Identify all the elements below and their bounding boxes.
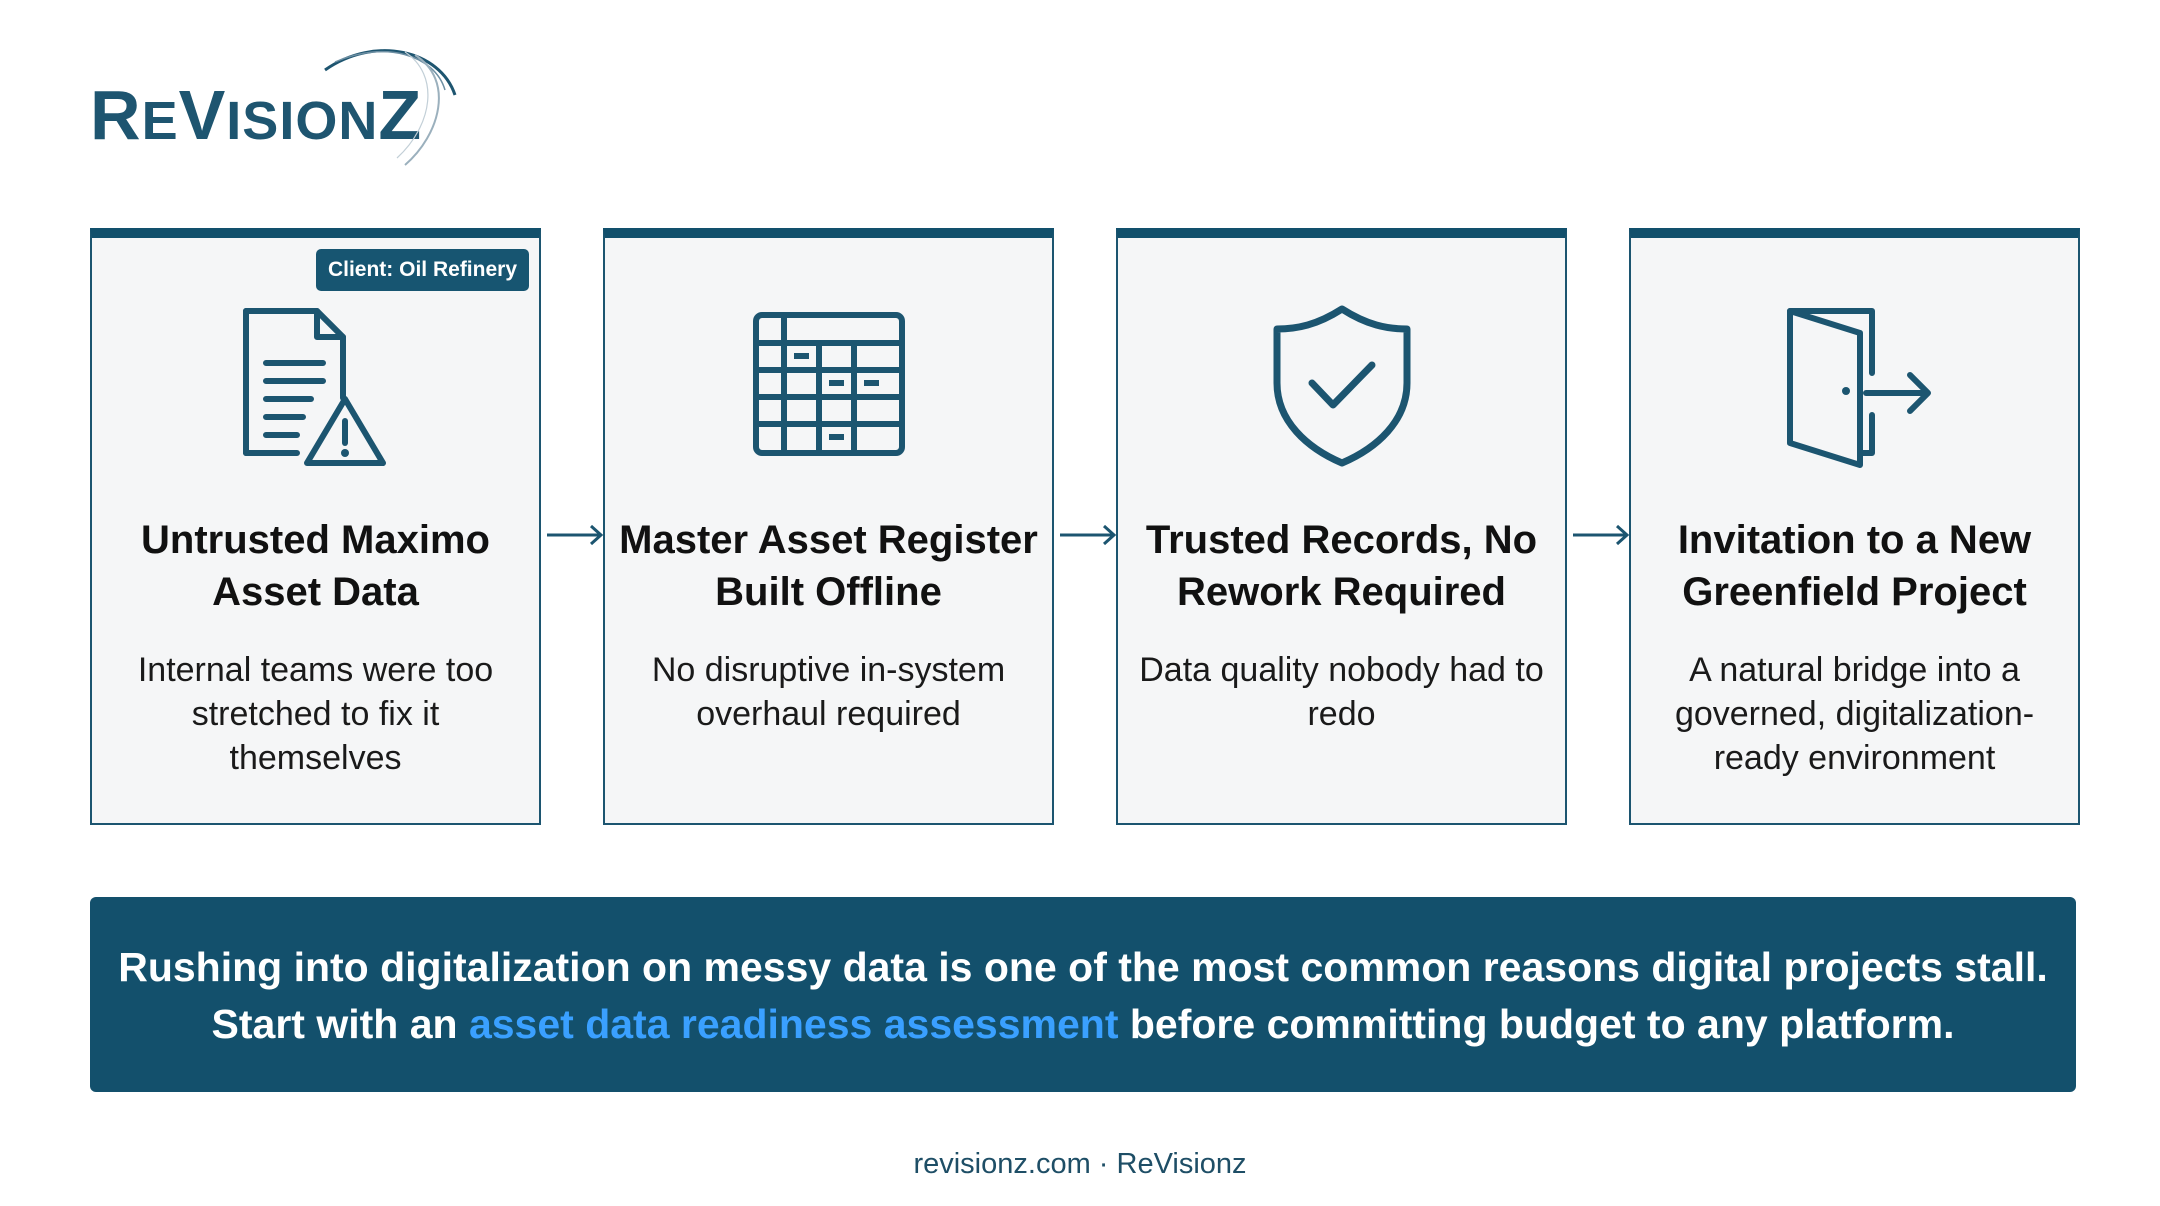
banner-text: before committing budget to any platform. xyxy=(1118,1001,1955,1047)
card-description: Data quality nobody had to redo xyxy=(1139,651,1544,733)
table-grid-icon xyxy=(744,303,914,473)
card-untrusted-data xyxy=(90,228,541,825)
arrow-right-icon xyxy=(1060,520,1118,550)
logo-letter: E xyxy=(141,91,179,151)
card-description: No disruptive in-system overhaul required xyxy=(651,651,1006,733)
card-trusted-records xyxy=(1116,228,1567,825)
card-title: Trusted Records, No Rework Required xyxy=(1145,518,1538,614)
document-warning-icon xyxy=(231,303,401,473)
card-title: Untrusted Maximo Asset Data xyxy=(141,518,490,614)
arrow-right-icon xyxy=(1573,520,1631,550)
assessment-link[interactable]: asset data readiness assessment xyxy=(468,1001,1119,1047)
card-title: Invitation to a New Greenfield Project xyxy=(1677,518,2032,614)
banner-text: Start with an xyxy=(211,1001,469,1047)
banner-line-2 xyxy=(90,996,2076,1053)
card-title: Master Asset Register Built Offline xyxy=(619,518,1038,614)
footer-text: revisionz.com · ReVisionz xyxy=(913,1148,1247,1180)
logo-letter: Z xyxy=(378,76,423,154)
card-greenfield xyxy=(1629,228,2080,825)
banner-line-1: Rushing into digitalization on messy data is one of the most common reasons digital projects stall. xyxy=(118,944,2048,990)
revisionz-logo xyxy=(90,40,423,170)
logo-swoosh-icon xyxy=(265,40,485,170)
logo-letter: ISION xyxy=(226,91,379,151)
card-description: A natural bridge into a governed, digitalization-ready environment xyxy=(1674,651,2035,777)
client-badge: Client: Oil Refinery xyxy=(316,249,529,291)
door-exit-icon xyxy=(1770,303,1940,473)
shield-check-icon xyxy=(1257,303,1427,473)
arrow-right-icon xyxy=(547,520,605,550)
card-description: Internal teams were too stretched to fix it themselves xyxy=(137,651,494,777)
logo-letter: V xyxy=(178,76,227,154)
callout-banner xyxy=(90,897,2076,1092)
card-master-register xyxy=(603,228,1054,825)
logo-letter: R xyxy=(90,76,142,154)
